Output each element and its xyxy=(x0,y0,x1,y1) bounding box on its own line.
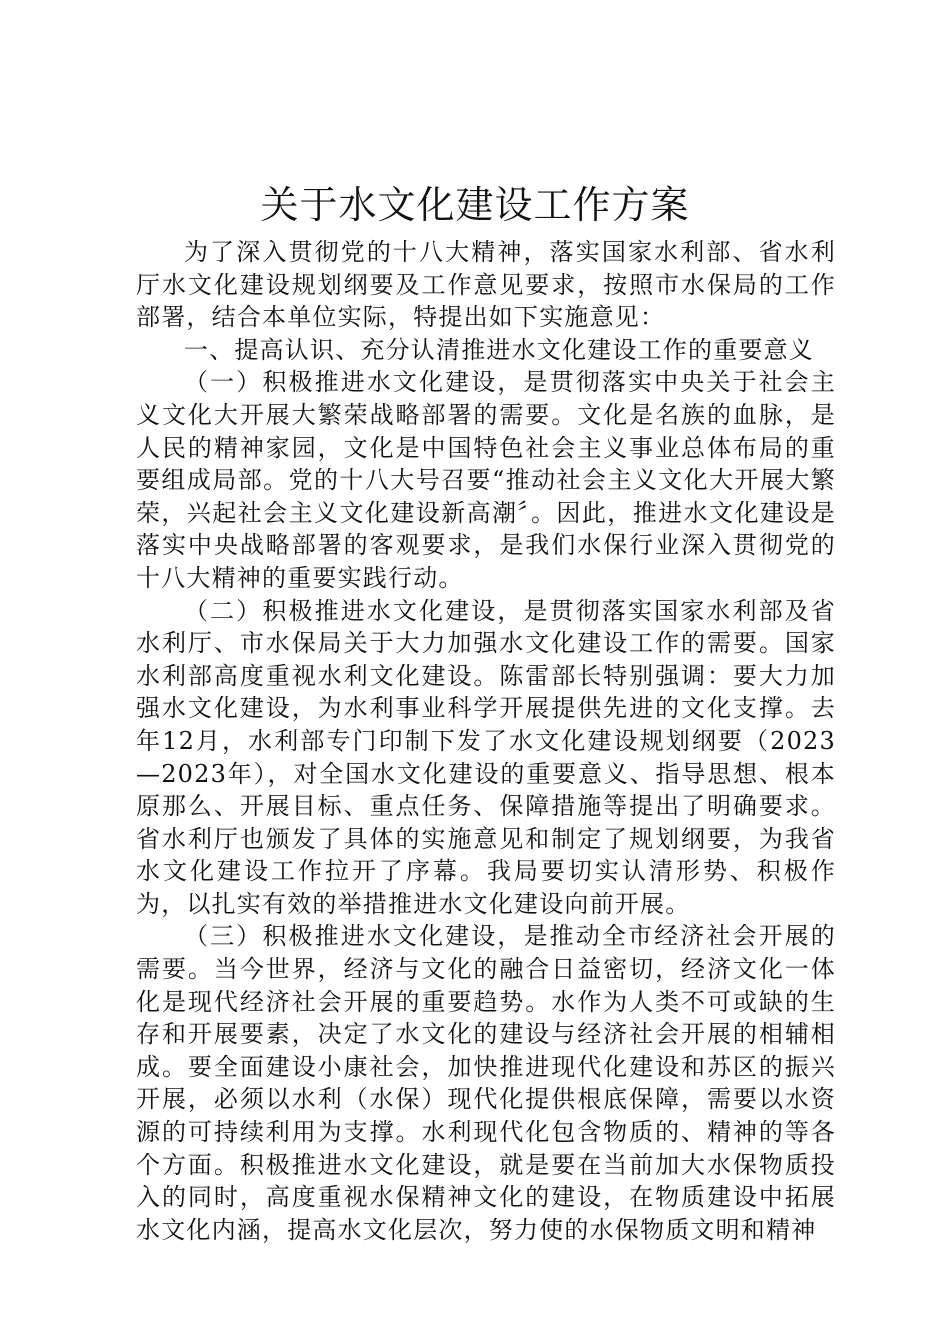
document-title: 关于水文化建设工作方案 xyxy=(260,183,690,227)
paragraph-item-1: （一）积极推进水文化建设，是贯彻落实中央关于社会主义文化大开展大繁荣战略部署的需要。文化是名族的血脉，是人民的精神家园，文化是中国特色社会主义事业总体布局的重要组成局部。党的十八大号召要“推动社会主义文化大开展大繁荣，兴起社会主义文化建设新高潮〞。因此，推进水文化建设是落实中央战略部署的客观要求，是我们水保行业深入贯彻党的十八大精神的重要实践行动。 xyxy=(136,368,836,592)
document-body xyxy=(136,236,836,1246)
paragraph-item-2: （二）积极推进水文化建设，是贯彻落实国家水利部及省水利厅、市水保局关于大力加强水文化建设工作的需要。国家水利部高度重视水利文化建设。陈雷部长特别强调：要大力加强水文化建设，为水利事业科学开展提供先进的文化支撑。去年12月，水利部专门印制下发了水文化建设规划纲要（2023—2023年），对全国水文化建设的重要意义、指导思想、根本原那么、开展目标、重点任务、保障措施等提出了明确要求。省水利厅也颁发了具体的实施意见和制定了规划纲要，为我省水文化建设工作拉开了序幕。我局要切实认清形势、积极作为，以扎实有效的举措推进水文化建设向前开展。 xyxy=(136,596,836,918)
section-heading-1: 一、提高认识、充分认清推进水文化建设工作的重要意义 xyxy=(184,335,814,364)
intro-paragraph: 为了深入贯彻党的十八大精神，落实国家水利部、省水利厅水文化建设规划纲要及工作意见要求，按照市水保局的工作部署，结合本单位实际，特提出如下实施意见： xyxy=(136,238,836,332)
paragraph-item-3: （三）积极推进水文化建设，是推动全市经济社会开展的需要。当今世界，经济与文化的融合日益密切，经济文化一体化是现代经济社会开展的重要趋势。水作为人类不可或缺的生存和开展要素，决定了水文化的建设与经济社会开展的相辅相成。要全面建设小康社会，加快推进现代化建设和苏区的振兴开展，必须以水利（水保）现代化提供根底保障，需要以水资源的可持续利用为支撑。水利现代化包含物质的、精神的等各个方面。积极推进水文化建设，就是要在当前加大水保物质投入的同时，高度重视水保精神文化的建设，在物质建设中拓展水文化内涵，提高水文化层次，努力使的水保物质文明和精神 xyxy=(136,922,836,1244)
